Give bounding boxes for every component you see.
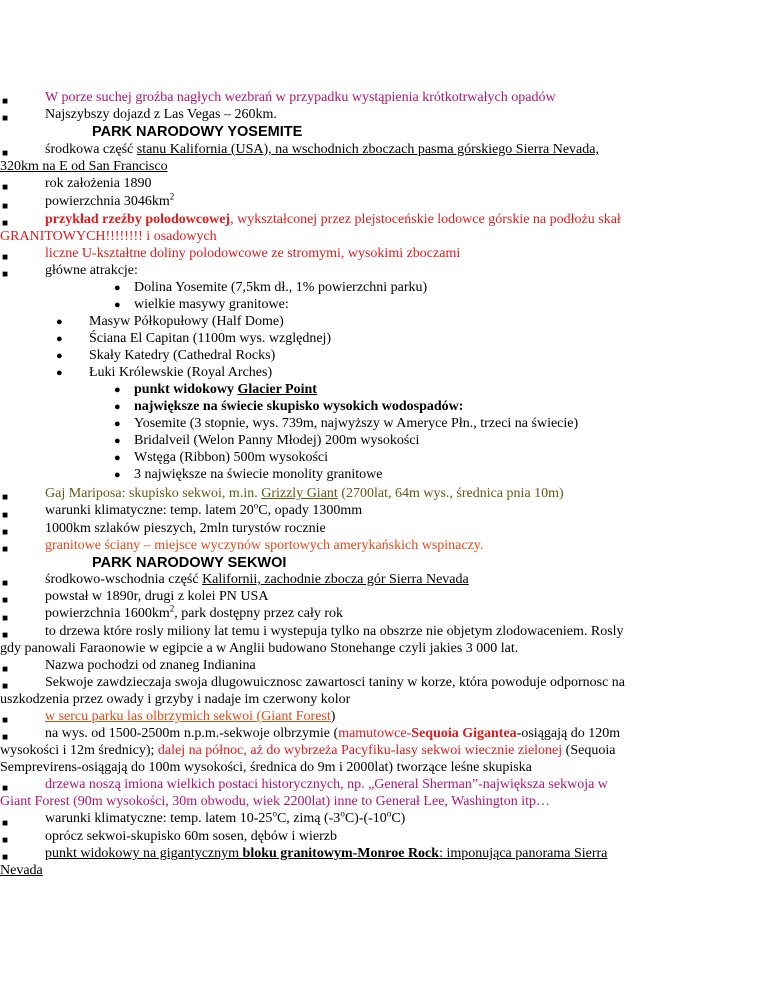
line-tannin-cont: uszkodzenia przez owady i grzyby i nadaje im czerwony kolor [0, 692, 351, 707]
line-area: powierzchnia $3046km^2$ [45, 191, 175, 209]
line-name-origin: Nazwa pochodzi od znaneg Indianina [45, 658, 256, 673]
bullet: ■ [2, 269, 9, 280]
bullet: ■ [2, 544, 9, 555]
bullet: ■ [2, 510, 9, 521]
item-yosemite-falls: Yosemite (3 stopnie, wys. 739m, najwyższy w Ameryce Płn., trzeci na świecie) [134, 416, 579, 431]
item-ribbon: Wstęga (Ribbon) 500m wysokości [134, 450, 329, 465]
bullet: ■ [2, 182, 9, 193]
bullet: ■ [2, 527, 9, 538]
line-sequoia-area: powierzchnia $1600km^2$, park dostępny przez cały rok [45, 603, 344, 621]
line-sempervirens: Semprevirens-osiągają do 100m wysokości, średnica do 9m i 2000lat) tworzące leśne skupiska [0, 760, 532, 775]
item-bridalveil: Bridalveil (Welon Panny Młodej) 200m wysokości [134, 433, 420, 448]
dot-bullet: ● [114, 418, 121, 430]
bullet: ■ [2, 595, 9, 606]
bullet: ■ [2, 492, 9, 503]
line-flood-risk: W porze suchej groźba nagłych wezbrań w przypadku wystąpienia krótkotrwałych opadów [45, 90, 556, 105]
dot-bullet: ● [114, 469, 121, 481]
dot-bullet: ● [114, 299, 121, 311]
line-ancient-trees: to drzewa które rosly miliony lat temu i wystepuja tylko na obszrze nie objetym zlodowaceniem. Rosly [45, 624, 624, 639]
bullet: ■ [2, 835, 9, 846]
dot-bullet: ● [56, 350, 63, 362]
dot-bullet: ● [56, 367, 63, 379]
line-monroe-rock-cont: Nevada [0, 863, 43, 878]
line-location: środkowa część stanu Kalifornia (USA), na wschodnich zboczach pasma górskiego Sierra Nevada, [45, 142, 599, 157]
bullet: ■ [2, 783, 9, 794]
bullet: ■ [2, 715, 9, 726]
bullet: ■ [2, 218, 9, 229]
heading-yosemite: PARK NARODOWY YOSEMITE [92, 124, 303, 140]
bullet: ■ [2, 96, 9, 107]
line-glacial-relief: przykład rzeźby polodowcowej, wykształconej przez plejstoceńskie lodowce górskie na podłożu skał [45, 212, 621, 227]
item-el-capitan: Ściana El Capitan (1100m wys. względnej) [89, 331, 332, 346]
line-giant-forest: w sercu parku las olbrzymich sekwoi (Giant Forest) [45, 709, 336, 724]
bullet: ■ [2, 113, 9, 124]
line-founded: rok założenia 1890 [45, 176, 152, 191]
bullet: ■ [2, 252, 9, 263]
item-royal-arches: Łuki Królewskie (Royal Arches) [89, 365, 273, 380]
line-monroe-rock: punkt widokowy na gigantycznym bloku granitowym-Monroe Rock: imponująca panorama Sierra [45, 846, 608, 861]
bullet: ■ [2, 664, 9, 675]
bullet: ■ [2, 732, 9, 743]
item-valley: Dolina Yosemite (7,5km dł., 1% powierzchni parku) [134, 280, 428, 295]
line-location-cont: 320km na E od San Francisco [0, 159, 168, 174]
line-general-sherman: drzewa noszą imiona wielkich postaci historycznych, np. „General Sherman”-największa sekwoja w [45, 777, 608, 792]
line-sequoia-location: środkowo-wschodnia część Kalifornii, zachodnie zbocza gór Sierra Nevada [45, 572, 469, 587]
line-climate-yosemite: warunki klimatyczne: temp. latem 20$^o$C, opady 1300mm [45, 500, 363, 518]
dot-bullet: ● [56, 316, 63, 328]
dot-bullet: ● [114, 282, 121, 294]
bullet: ■ [2, 852, 9, 863]
line-mariposa: Gaj Mariposa: skupisko sekwoi, m.in. Grizzly Giant (2700lat, 64m wys., średnica pnia 10m) [45, 486, 564, 501]
dot-bullet: ● [114, 435, 121, 447]
bullet: ■ [2, 613, 9, 624]
bullet: ■ [2, 630, 9, 641]
item-half-dome: Masyw Półkopułowy (Half Dome) [89, 314, 284, 329]
dot-bullet: ● [114, 401, 121, 413]
dot-bullet: ● [114, 384, 121, 396]
line-giant-sequoia-cont: wysokości i 12m średnicy); dalej na północ, aż do wybrzeża Pacyfiku-lasy sekwoi wiecznie zielonej (Sequoia [0, 743, 616, 758]
item-granite-massifs: wielkie masywy granitowe: [134, 297, 289, 312]
line-climate-sequoia: warunki klimatyczne: temp. latem 10-25$^o$C, zimą (-3$^o$C)-(-10$^o$C) [45, 808, 406, 826]
line-attractions: główne atrakcje: [45, 263, 138, 278]
bullet: ■ [2, 201, 9, 212]
bullet: ■ [2, 578, 9, 589]
line-las-vegas: Najszybszy dojazd z Las Vegas – 260km. [45, 107, 277, 122]
line-granite: GRANITOWYCH!!!!!!!! i osadowych [0, 229, 217, 244]
item-cathedral-rocks: Skały Katedry (Cathedral Rocks) [89, 348, 276, 363]
line-climbing: granitowe ściany – miejsce wyczynów sportowych amerykańskich wspinaczy. [45, 538, 484, 553]
line-ancient-trees-cont: gdy panowali Faraonowie w egipcie a w Anglii budowano Stonehange czyli jakies 3 000 lat. [0, 641, 519, 656]
item-waterfalls: największe na świecie skupisko wysokich wodospadów: [134, 399, 464, 414]
line-established: powstał w 1890r, drugi z kolei PN USA [45, 589, 269, 604]
item-monoliths: 3 największe na świecie monolity granitowe [134, 467, 383, 482]
bullet: ■ [2, 148, 9, 159]
dot-bullet: ● [56, 333, 63, 345]
line-giant-sequoia: na wys. od 1500-2500m n.p.m.-sekwoje olbrzymie (mamutowce-Sequoia Gigantea-osiągają do 120m [45, 726, 621, 741]
bullet: ■ [2, 818, 9, 829]
heading-sequoia: PARK NARODOWY SEKWOI [92, 555, 287, 571]
line-trails: 1000km szlaków pieszych, 2mln turystów rocznie [45, 521, 326, 536]
bullet: ■ [2, 681, 9, 692]
line-tannin: Sekwoje zawdzieczaja swoja dlugowuicznosc zawartosci taniny w korze, która powoduje odpornosc na [45, 675, 626, 690]
line-u-valleys: liczne U-kształtne doliny polodowcowe ze stromymi, wysokimi zboczami [45, 246, 461, 261]
line-other-trees: oprócz sekwoi-skupisko 60m sosen, dębów i wierzb [45, 829, 338, 844]
item-glacier-point: punkt widokowy Glacier Point [134, 382, 317, 397]
line-general-sherman-cont: Giant Forest (90m wysokości, 30m obwodu, wiek 2200lat) inne to Generał Lee, Washington itp… [0, 794, 550, 809]
dot-bullet: ● [114, 452, 121, 464]
